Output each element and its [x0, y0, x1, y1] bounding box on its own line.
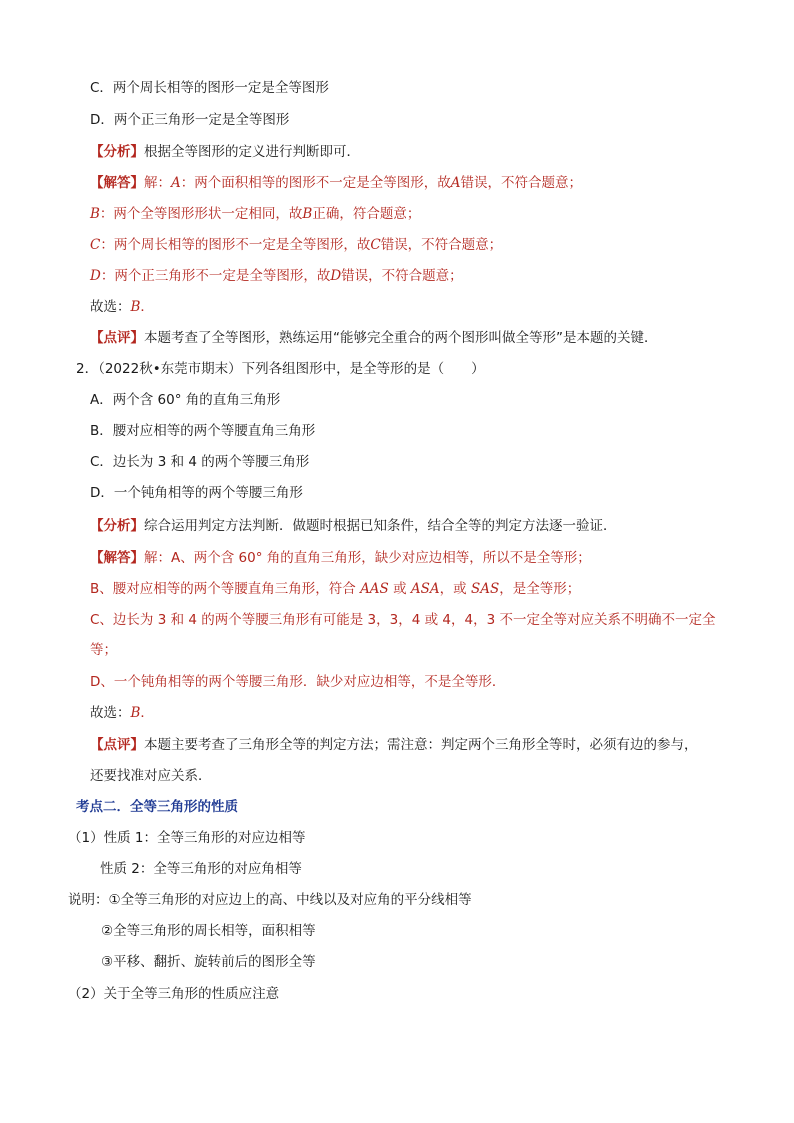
answer-tag: 【解答】 — [90, 175, 144, 191]
q2-answer-line-a — [90, 548, 591, 568]
answer-prefix: 解： — [144, 175, 171, 191]
answer-text: ，或 — [439, 581, 471, 597]
answer-text: A、两个含 60° 角的直角三角形，缺少对应边相等，所以不是全等形； — [171, 550, 591, 566]
q2-answer-line-b — [90, 579, 580, 599]
note-label: 说明： — [68, 892, 109, 908]
answer-prefix: 解： — [144, 550, 171, 566]
note-line-2: ②全等三角形的周长相等，面积相等 — [101, 923, 316, 939]
option-letter: B — [302, 206, 313, 222]
section-title: 考点二．全等三角形的性质 — [76, 799, 238, 815]
analysis-text: 根据全等图形的定义进行判断即可． — [144, 144, 360, 160]
answer-text: 错误，不符合题意； — [460, 175, 582, 191]
choice-prefix: 故选： — [90, 705, 131, 721]
q2-comment-cont: 还要找准对应关系． — [90, 768, 212, 784]
q1-choice — [90, 297, 154, 317]
answer-text: 错误，不符合题意； — [380, 237, 503, 253]
q1-analysis — [90, 142, 360, 162]
q2-answer-line-d: D、一个钝角相等的两个等腰三角形．缺少对应边相等，不是全等形． — [90, 674, 506, 690]
comment-text: 本题考查了全等图形，熟练运用“能够完全重合的两个图形叫做全等形”是本题的关键． — [144, 330, 658, 346]
q2-choice — [90, 703, 154, 723]
q1-option-c: C．两个周长相等的图形一定是全等图形 — [90, 80, 329, 96]
analysis-text: 综合运用判定方法判断．做题时根据已知条件，结合全等的判定方法逐一验证． — [144, 518, 617, 534]
criterion-sas: SAS — [470, 581, 500, 597]
answer-text: B、腰对应相等的两个等腰直角三角形，符合 — [90, 581, 361, 597]
q2-comment — [90, 735, 698, 755]
q2-option-d: D．一个钝角相等的两个等腰三角形 — [90, 485, 303, 501]
answer-text: 错误，不符合题意； — [341, 268, 463, 284]
note-line-3: ③平移、翻折、旋转前后的图形全等 — [101, 954, 316, 970]
choice-letter: B — [130, 705, 141, 721]
q2-stem: 2．（2022秋•东莞市期末）下列各组图形中，是全等形的是（ ） — [76, 361, 485, 377]
choice-suffix: ． — [140, 705, 154, 721]
option-letter: A — [171, 175, 181, 191]
q2-answer-line-c: C、边长为 3 和 4 的两个等腰三角形有可能是 3，3，4 或 4，4，3 不一定全等对应关系不明确不一定全 — [90, 612, 716, 628]
option-letter: C — [90, 237, 101, 253]
choice-prefix: 故选： — [90, 299, 131, 315]
answer-text: ：两个正三角形不一定是全等图形，故 — [100, 268, 331, 284]
q1-answer-line-a — [90, 173, 582, 193]
answer-tag: 【解答】 — [90, 550, 144, 566]
comment-tag: 【点评】 — [90, 330, 144, 346]
option-letter: D — [330, 268, 342, 284]
q2-option-c: C．边长为 3 和 4 的两个等腰三角形 — [90, 454, 310, 470]
answer-text: ：两个全等图形形状一定相同，故 — [99, 206, 303, 222]
analysis-tag: 【分析】 — [90, 518, 144, 534]
q1-comment — [90, 328, 658, 348]
answer-text: ：两个面积相等的图形不一定是全等图形，故 — [180, 175, 451, 191]
option-letter: C — [370, 237, 381, 253]
q1-answer-line-b — [90, 204, 420, 224]
property-2: 性质 2：全等三角形的对应角相等 — [100, 861, 302, 877]
q1-answer-line-c — [90, 235, 502, 255]
option-letter: A — [450, 175, 461, 191]
property-heading-2: （2）关于全等三角形的性质应注意 — [68, 986, 280, 1002]
note-text: ①全等三角形的对应边上的高、中线以及对应角的平分线相等 — [108, 892, 472, 908]
q2-answer-line-c-cont: 等； — [90, 642, 117, 658]
answer-text: 正确，符合题意； — [312, 206, 421, 222]
answer-text: 或 — [388, 581, 411, 597]
choice-suffix: ． — [140, 299, 154, 315]
note-line-1 — [68, 890, 472, 910]
property-1: （1）性质 1：全等三角形的对应边相等 — [68, 830, 306, 846]
answer-text: ，是全等形； — [499, 581, 581, 597]
q1-option-d: D．两个正三角形一定是全等图形 — [90, 112, 290, 128]
answer-text: ：两个周长相等的图形不一定是全等图形，故 — [100, 237, 371, 253]
choice-letter: B — [130, 299, 141, 315]
criterion-asa: ASA — [410, 581, 440, 597]
analysis-tag: 【分析】 — [90, 144, 144, 160]
comment-tag: 【点评】 — [90, 737, 144, 753]
option-letter: D — [90, 268, 101, 284]
criterion-aas: AAS — [360, 581, 389, 597]
option-letter: B — [90, 206, 100, 222]
q2-option-a: A．两个含 60° 角的直角三角形 — [90, 392, 281, 408]
q1-answer-line-d — [90, 266, 463, 286]
comment-text: 本题主要考查了三角形全等的判定方法；需注意：判定两个三角形全等时，必须有边的参与， — [144, 737, 698, 753]
q2-analysis — [90, 516, 617, 536]
q2-option-b: B．腰对应相等的两个等腰直角三角形 — [90, 423, 316, 439]
